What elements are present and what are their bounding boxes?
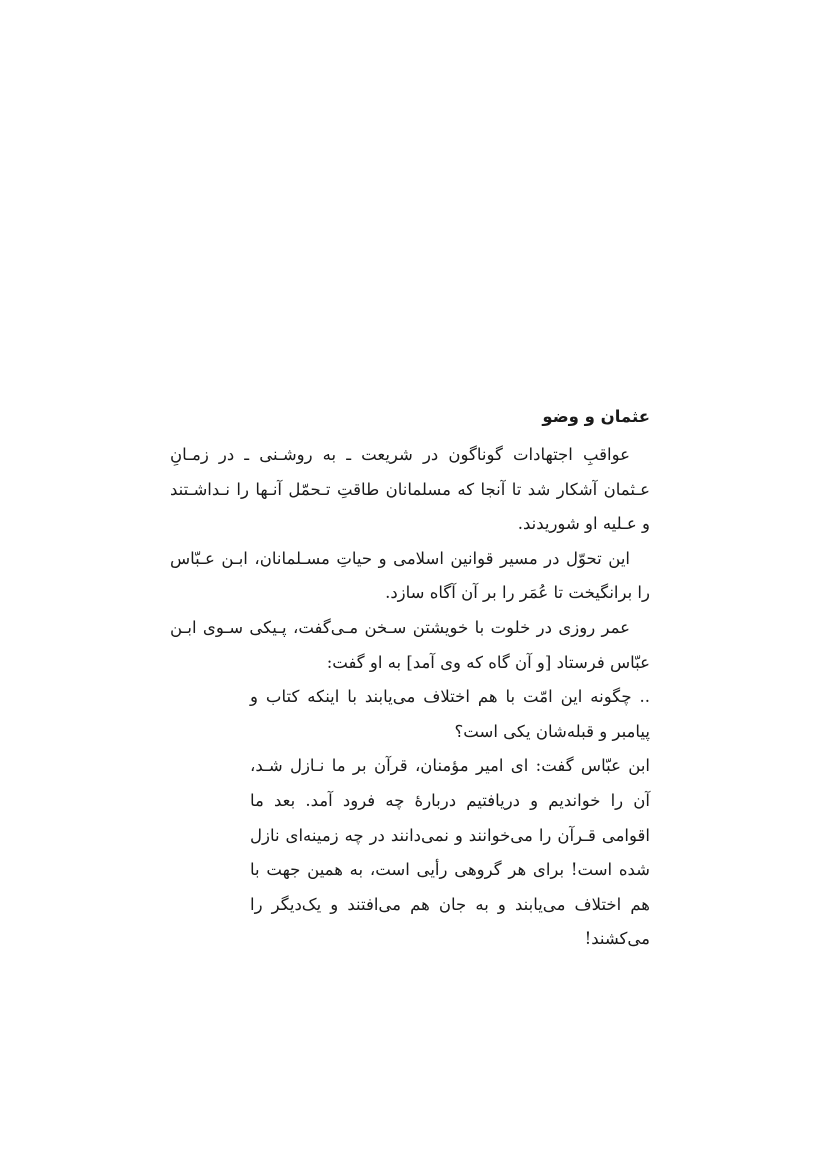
section-title: عثمان و وضو bbox=[542, 407, 650, 426]
quoted-question: .. چگونه این امّت با هم اختلاف می‌یابند با اینکه کتاب و پیامبر و قبله‌شان یکی است؟ bbox=[250, 687, 650, 741]
paragraph-3: عمر روزی در خلوت با خویشتن سـخن مـی‌گفت، پـیکی سـوی ابـن عبّاس فرستاد [و آن گاه که وی آمد] به او گفت: bbox=[170, 617, 650, 672]
paragraph-2: این تحوّل در مسیر قوانین اسلامی و حیاتِ مسـلمانان، ابـن عـبّاس را برانگیخت تا عُمَر را بر آن آگاه سازد. bbox=[170, 548, 650, 603]
paragraph-4: ابن عبّاس گفت: ای امیر مؤمنان، قرآن بر ما نـازل شـد، آن را خواندیم و دریافتیم دربارهٔ چه فرود آمد. بعد ما اقوامی قـرآن را می‌خوانند و نمی‌دانند در چه زمینه‌ای نازل شده است! برای هر گروهی رأیی است، به همین جهت با هم اختلاف می‌یابند و به جان هم می‌افتند و یک‌دیگر را می‌کشند! bbox=[250, 756, 650, 949]
paragraph-1: عواقبِ اجتهادات گوناگون در شریعت ـ به روشـنی ـ در زمـانِ عـثمان آشکار شد تا آنجا که مسلمانان طاقتِ تـحمّل آنـها را نـداشـتند و عـلیه او شوریدند. bbox=[170, 445, 650, 534]
page-text-block bbox=[170, 400, 650, 957]
